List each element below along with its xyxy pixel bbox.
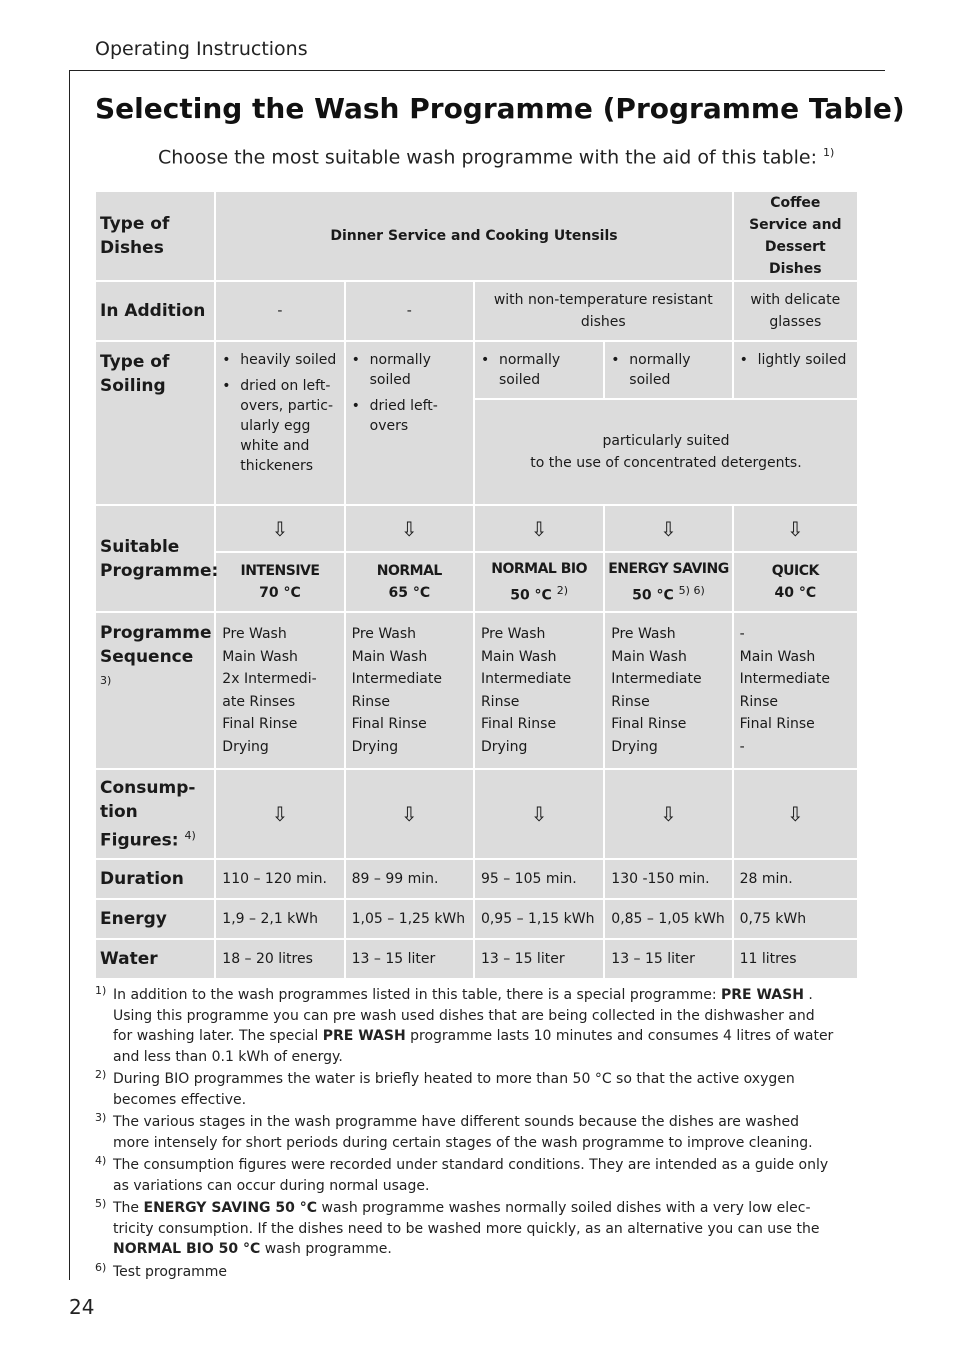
programme-normal-bio	[475, 553, 603, 611]
sequence-step: Intermediate	[351, 671, 442, 687]
row-water	[96, 940, 857, 978]
footnote-text: The consumption figures were recorded under standard conditions. They are intended as a guide only as variations can occur during normal usage.	[113, 1157, 829, 1194]
sequence-step: -	[739, 626, 745, 642]
footnote	[95, 1198, 835, 1260]
footnote-text: wash programme.	[260, 1241, 392, 1257]
detergent-note-line: particularly suited	[602, 433, 730, 449]
water-value: 18 – 20 litres	[216, 940, 343, 978]
footnote-text: wash programme washes normally soiled dishes with a very low elec-tricity consumption. If the dishes need to be washed more quickly, as an alternative you can use the	[113, 1200, 820, 1237]
sequence-cell	[475, 613, 603, 768]
duration-value: 89 – 99 min.	[346, 860, 473, 898]
down-arrow-icon: ⇩	[216, 770, 343, 858]
soiling-bullet: • normally soiled	[370, 350, 473, 390]
down-arrow-icon: ⇩	[475, 770, 603, 858]
row-in-addition	[96, 282, 857, 340]
footnote-bold-text: NORMAL BIO 50 °C	[113, 1241, 261, 1257]
sequence-step: Rinse	[739, 693, 779, 710]
soiling-bullet: • normally soiled	[629, 350, 731, 390]
row-type-of-dishes	[96, 192, 857, 280]
programme-energy-saving	[605, 553, 731, 611]
footnote	[95, 1155, 835, 1196]
sequence-step: Rinse	[480, 693, 520, 710]
sequence-step: -	[739, 738, 745, 755]
programme-quick	[734, 553, 857, 611]
water-value: 13 – 15 liter	[605, 940, 731, 978]
row-consumption-figures	[96, 770, 857, 858]
sequence-step: Main Wash	[480, 648, 557, 665]
down-arrow-icon: ⇩	[346, 770, 473, 858]
sequence-step: Drying	[611, 738, 658, 755]
programme-temp: 40 °C	[774, 585, 817, 601]
sequence-step: Final Rinse	[222, 716, 298, 732]
sequence-step: Main Wash	[611, 648, 687, 665]
programme-name: INTENSIVE	[240, 563, 320, 579]
footnote-text: In addition to the wash programmes listed in this table, there is a special programme:	[113, 987, 722, 1003]
row-label-programme-sequence	[96, 613, 214, 768]
row-label-consumption-figures	[96, 770, 214, 858]
sequence-step: Drying	[351, 738, 399, 755]
intro-sentence: Choose the most suitable wash programme with the aid of this table:	[158, 146, 817, 169]
footnote	[95, 1069, 835, 1110]
programme-name: NORMAL	[376, 563, 442, 579]
down-arrow-icon: ⇩	[734, 770, 857, 858]
footnote-text: programme lasts 10 minutes and consumes 4 litres of water and less than 0.1 kWh of energy.	[113, 1028, 834, 1065]
sequence-cell	[346, 613, 473, 768]
energy-value: 0,75 kWh	[734, 900, 857, 938]
soiling-bullet: • dried left-overs	[370, 396, 473, 436]
in-addition-cell: with non-temperature resistant dishes	[475, 282, 732, 340]
row-label-in-addition: In Addition	[96, 282, 214, 340]
sequence-cell	[734, 613, 857, 768]
footnote	[95, 1262, 835, 1283]
sequence-step: Final Rinse	[739, 716, 815, 732]
soiling-bullet: • lightly soiled	[758, 350, 857, 370]
programme-table	[94, 190, 859, 980]
footnote	[95, 1112, 835, 1153]
soiling-cell-quick	[734, 342, 857, 398]
soiling-cell-normal	[346, 342, 473, 504]
sequence-step: Final Rinse	[480, 716, 557, 732]
water-value: 13 – 15 liter	[346, 940, 473, 978]
sequence-step: Drying	[480, 738, 528, 755]
programme-temp: 65 °C	[388, 585, 431, 601]
sequence-step: Main Wash	[222, 648, 298, 665]
row-label-water: Water	[96, 940, 214, 978]
row-type-of-soiling	[96, 342, 857, 398]
sequence-step: ate Rinses	[222, 693, 296, 710]
row-label-energy: Energy	[96, 900, 214, 938]
programme-sequence-label: Programme Sequence	[100, 623, 212, 667]
programme-temp: 50 °C	[632, 587, 674, 604]
programme-temp: 50 °C	[510, 587, 552, 604]
footnote-ref: 4)	[184, 828, 196, 842]
programme-temp: 70 °C	[259, 585, 301, 601]
footnote-bold-text: ENERGY SAVING 50 °C	[143, 1200, 318, 1216]
footnotes	[95, 985, 835, 1284]
sequence-cell	[216, 613, 343, 768]
soiling-cell-intensive	[216, 342, 343, 504]
duration-value: 28 min.	[734, 860, 857, 898]
energy-value: 1,9 – 2,1 kWh	[216, 900, 343, 938]
footnote-number: 1)	[95, 984, 107, 997]
footnote-bold-text: PRE WASH	[721, 987, 804, 1003]
sequence-step: Rinse	[351, 693, 391, 710]
programme-intensive	[216, 553, 343, 611]
row-programme-sequence	[96, 613, 857, 768]
margin-rule	[69, 70, 70, 1280]
down-arrow-icon: ⇩	[605, 770, 731, 858]
down-arrow-icon: ⇩	[216, 506, 343, 551]
sequence-step: Pre Wash	[611, 626, 676, 642]
footnote-number: 3)	[95, 1111, 107, 1124]
row-suitable-programme-arrows	[96, 506, 857, 551]
sequence-step: Pre Wash	[222, 626, 287, 642]
row-label-duration: Duration	[96, 860, 214, 898]
sequence-step: Final Rinse	[611, 716, 687, 732]
programme-name: QUICK	[771, 563, 819, 579]
soiling-bullet: • dried on left-overs, partic-ularly egg white and thickeners	[240, 376, 343, 476]
in-addition-cell: -	[346, 282, 473, 340]
page-number: 24	[69, 1295, 95, 1319]
energy-value: 0,85 – 1,05 kWh	[605, 900, 731, 938]
duration-value: 110 – 120 min.	[216, 860, 343, 898]
detergent-note	[475, 400, 857, 504]
energy-value: 1,05 – 1,25 kWh	[346, 900, 473, 938]
sequence-step: Rinse	[611, 693, 650, 710]
footnote-number: 4)	[95, 1154, 107, 1167]
sequence-step: Pre Wash	[351, 626, 417, 642]
intro-text	[158, 146, 834, 168]
soiling-bullet: • heavily soiled	[240, 350, 343, 370]
intro-footnote-ref: 1)	[823, 146, 835, 159]
row-label-suitable-programme: Suitable Programme:	[96, 506, 214, 611]
row-energy	[96, 900, 857, 938]
sequence-step: Intermediate	[480, 671, 572, 687]
down-arrow-icon: ⇩	[346, 506, 473, 551]
sequence-step: 2x Intermedi-	[222, 671, 317, 687]
down-arrow-icon: ⇩	[475, 506, 603, 551]
footnote-number: 5)	[95, 1197, 107, 1210]
soiling-cell-energy-saving	[605, 342, 731, 398]
detergent-note-line: to the use of concentrated detergents.	[530, 455, 802, 471]
in-addition-cell: -	[216, 282, 343, 340]
sequence-step: Main Wash	[351, 648, 428, 665]
duration-value: 130 -150 min.	[605, 860, 731, 898]
footnote-text: . Using this programme you can pre wash used dishes that are being collected in the dishwasher and for washing later. The special	[113, 987, 815, 1044]
water-value: 13 – 15 liter	[475, 940, 603, 978]
sequence-step: Final Rinse	[351, 716, 427, 732]
duration-value: 95 – 105 min.	[475, 860, 603, 898]
sequence-step: Pre Wash	[480, 626, 546, 642]
footnote-text: During BIO programmes the water is briefly heated to more than 50 °C so that the active oxygen becomes effective.	[113, 1071, 795, 1108]
footnote	[95, 985, 835, 1067]
footnote-ref: 5) 6)	[678, 583, 705, 597]
footnote-text: The	[113, 1200, 144, 1216]
sequence-step: Intermediate	[611, 671, 702, 687]
header-rule	[69, 70, 885, 71]
footnote-number: 6)	[95, 1260, 107, 1274]
energy-value: 0,95 – 1,15 kWh	[475, 900, 603, 938]
dinner-service-header: Dinner Service and Cooking Utensils	[216, 192, 731, 280]
running-head: Operating Instructions	[95, 38, 308, 60]
sequence-step: Main Wash	[739, 648, 816, 665]
sequence-step: Intermediate	[739, 671, 830, 687]
footnote-bold-text: PRE WASH	[322, 1028, 406, 1044]
footnote-text: The various stages in the wash programme have different sounds because the dishes are washed more intensely for short periods during certain stages of the wash programme to improve cleaning.	[113, 1114, 813, 1151]
programme-normal	[346, 553, 473, 611]
programme-name: NORMAL BIO	[491, 560, 587, 577]
sequence-step: Drying	[222, 738, 269, 755]
row-label-type-of-dishes: Type of Dishes	[96, 192, 214, 280]
row-label-type-of-soiling: Type of Soiling	[96, 342, 214, 504]
page-title: Selecting the Wash Programme (Programme Table)	[95, 92, 905, 125]
footnote-number: 2)	[95, 1068, 107, 1081]
soiling-cell-normal-bio	[475, 342, 603, 398]
footnote-ref: 2)	[556, 583, 569, 597]
down-arrow-icon: ⇩	[605, 506, 731, 551]
footnote-ref: 3)	[100, 674, 112, 687]
sequence-cell	[605, 613, 731, 768]
coffee-service-header: Coffee Service and Dessert Dishes	[734, 192, 857, 280]
water-value: 11 litres	[734, 940, 857, 978]
programme-name: ENERGY SAVING	[608, 560, 729, 577]
footnote-text: Test programme	[113, 1263, 228, 1280]
in-addition-cell: with delicate glasses	[734, 282, 857, 340]
consumption-figures-label: Consump-tion Figures:	[100, 777, 196, 851]
down-arrow-icon: ⇩	[734, 506, 857, 551]
row-duration	[96, 860, 857, 898]
soiling-bullet: • normally soiled	[499, 350, 603, 390]
